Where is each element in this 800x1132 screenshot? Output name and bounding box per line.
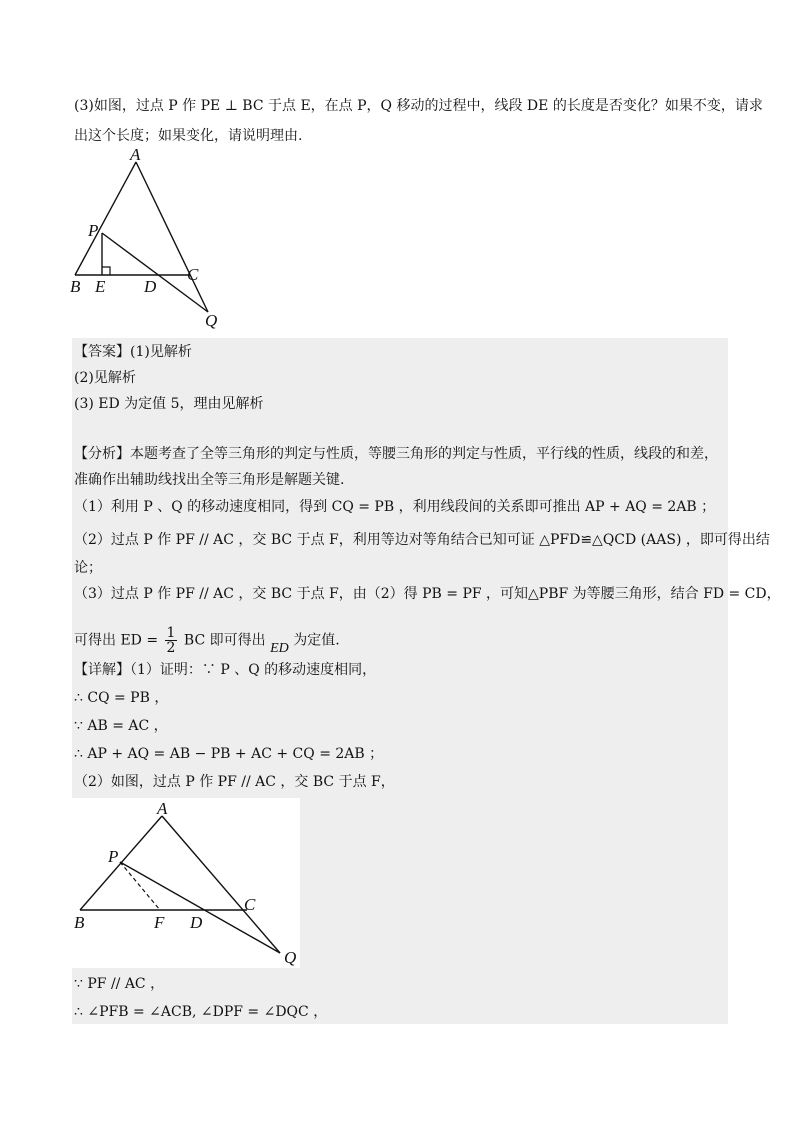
- detail-line-5: （2）如图，过点 P 作 PF // AC ，交 BC 于点 F，: [74, 774, 395, 790]
- answer-line-3: (3) ED 为定值 5，理由见解析: [74, 396, 264, 412]
- label-c: C: [244, 895, 256, 914]
- detail-line-1: 【详解】（1）证明：∵ P 、Q 的移动速度相同，: [74, 662, 377, 678]
- analysis-line-2: 准确作出辅助线找出全等三角形是解题关键.: [74, 472, 345, 488]
- question-line-2: 出这个长度；如果变化，请说明理由.: [74, 128, 303, 144]
- label-e: E: [95, 277, 106, 296]
- label-f: F: [154, 913, 165, 932]
- figure-triangle-pf-parallel: [72, 798, 300, 968]
- analysis-line-7-c: 为定值.: [293, 632, 340, 649]
- fraction-numerator: 1: [166, 625, 176, 641]
- segment-pf-dashed: [120, 862, 160, 910]
- figure-triangle-pe-perpendicular: [60, 140, 260, 340]
- analysis-line-7-b: BC 即可得出: [183, 632, 266, 649]
- answer-line-1: 【答案】(1)见解析: [74, 344, 192, 360]
- segment-pq: [120, 862, 280, 953]
- detail-line-6: ∵ PF // AC ，: [74, 976, 165, 992]
- detail-line-7: ∴ ∠PFB = ∠ACB, ∠DPF = ∠DQC ，: [74, 1004, 328, 1020]
- segment-ab: [75, 162, 136, 275]
- label-p: P: [88, 221, 99, 240]
- label-d: D: [190, 913, 203, 932]
- label-a: A: [157, 799, 168, 818]
- label-a: A: [130, 145, 141, 164]
- label-p: P: [108, 847, 119, 866]
- question-line-1: (3)如图，过点 P 作 PE ⊥ BC 于点 E，在点 P，Q 移动的过程中，线段 DE 的长度是否变化？如果不变，请求: [74, 98, 763, 114]
- fraction-denominator: 2: [166, 640, 176, 656]
- label-b: B: [70, 277, 81, 296]
- analysis-line-6: （3）过点 P 作 PF // AC ，交 BC 于点 F，由（2）得 PB = PF ，可知△PBF 为等腰三角形，结合 FD = CD，: [74, 586, 781, 602]
- label-c: C: [187, 265, 199, 284]
- label-q: Q: [284, 948, 297, 967]
- analysis-line-1: 【分析】本题考查了全等三角形的判定与性质，等腰三角形的判定与性质，平行线的性质，线段的和差，: [74, 446, 718, 462]
- segment-aq: [162, 816, 280, 953]
- detail-line-4: ∴ AP + AQ = AB − PB + AC + CQ = 2AB ；: [74, 746, 384, 762]
- label-q: Q: [205, 311, 218, 330]
- label-b: B: [74, 913, 85, 932]
- detail-line-3: ∵ AB = AC ，: [74, 718, 168, 734]
- right-angle-mark: [102, 267, 110, 275]
- fraction-half: [165, 626, 178, 655]
- analysis-line-3: （1）利用 P 、Q 的移动速度相同，得到 CQ = PB ，利用线段间的关系即可推出 AP + AQ = 2AB ；: [74, 499, 716, 515]
- answer-line-2: (2)见解析: [74, 370, 136, 386]
- analysis-line-7: [74, 626, 340, 655]
- analysis-line-7-a: 可得出 ED =: [74, 632, 159, 649]
- detail-line-2: ∴ CQ = PB ，: [74, 690, 169, 706]
- label-d: D: [144, 277, 157, 296]
- analysis-line-7-sub: ED: [270, 640, 289, 656]
- analysis-line-4: （2）过点 P 作 PF // AC ，交 BC 于点 F，利用等边对等角结合已知可证 △PFD≌△QCD (AAS) ，即可得出结: [74, 532, 770, 548]
- analysis-line-5: 论；: [74, 560, 102, 576]
